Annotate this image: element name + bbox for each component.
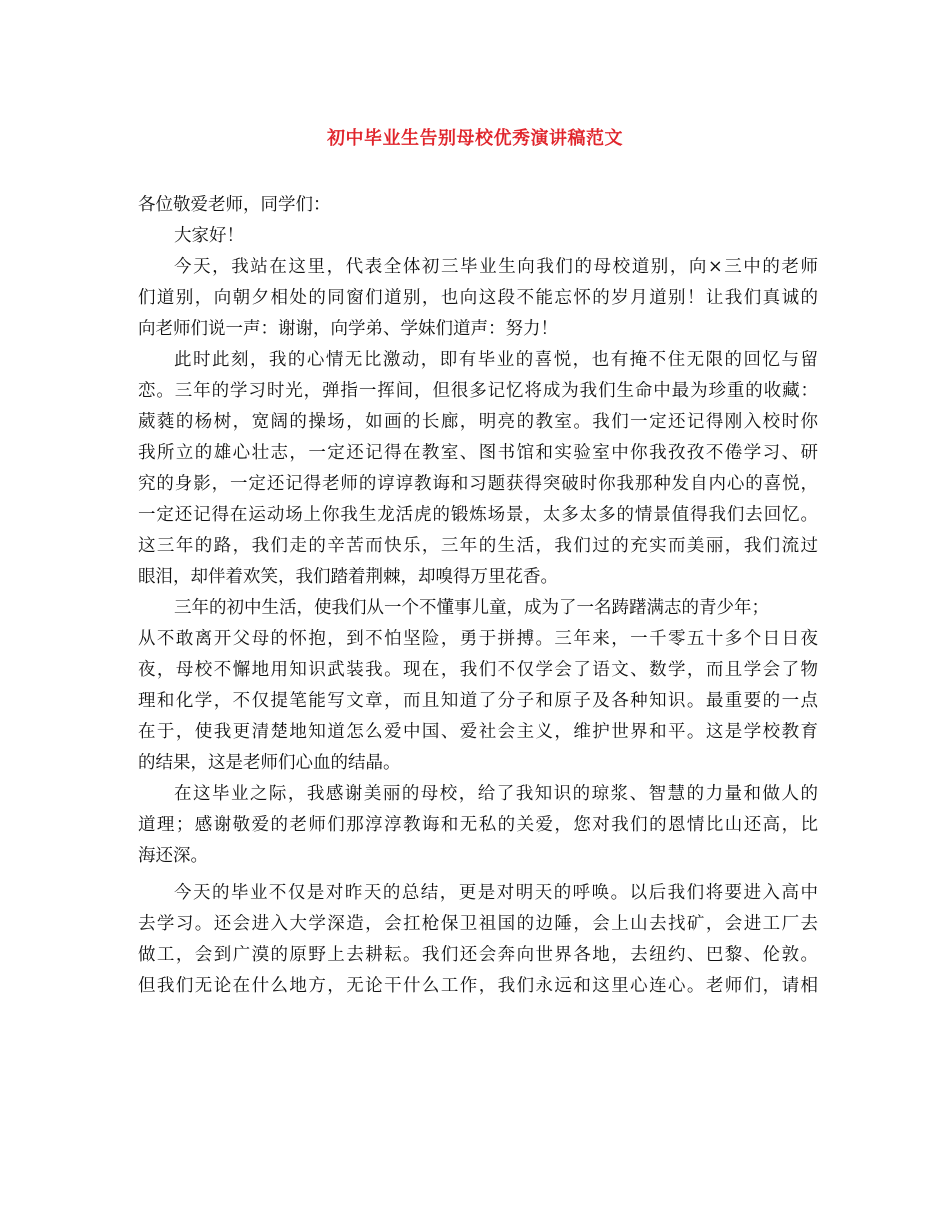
paragraph-line: 眼泪，却伴着欢笑，我们踏着荆棘，却嗅得万里花香。 (138, 567, 558, 587)
paragraph-line: 从不敢离开父母的怀抱，到不怕坚险，勇于拼搏。三年来，一千零五十多个日日夜 (138, 629, 818, 649)
paragraph-line: 今天，我站在这里，代表全体初三毕业生向我们的母校道别，向×三中的老师 (174, 257, 818, 277)
paragraph-line: 葳蕤的杨树，宽阔的操场，如画的长廊，明亮的教室。我们一定还记得刚入校时你 (138, 412, 818, 432)
document-body (138, 190, 818, 1002)
paragraph-line: 理和化学，不仅提笔能写文章，而且知道了分子和原子及各种知识。最重要的一点 (138, 691, 818, 711)
paragraph-line: 在于，使我更清楚地知道怎么爱中国、爱社会主义，维护世界和平。这是学校教育 (138, 722, 818, 742)
paragraph-line: 恋。三年的学习时光，弹指一挥间，但很多记忆将成为我们生命中最为珍重的收藏： (138, 381, 818, 401)
paragraph-line: 三年的初中生活，使我们从一个不懂事儿童，成为了一名踌躇满志的青少年； (174, 598, 769, 618)
paragraph-line: 但我们无论在什么地方，无论干什么工作，我们永远和这里心连心。老师们，请相 (138, 976, 818, 996)
paragraph-line: 我所立的雄心壮志，一定还记得在教室、图书馆和实验室中你我孜孜不倦学习、研 (138, 443, 818, 463)
paragraph-line: 们道别，向朝夕相处的同窗们道别，也向这段不能忘怀的岁月道别！让我们真诚的 (138, 288, 818, 308)
paragraph-line: 今天的毕业不仅是对昨天的总结，更是对明天的呼唤。以后我们将要进入高中 (174, 883, 818, 903)
paragraph-line: 一定还记得在运动场上你我生龙活虎的锻炼场景，太多太多的情景值得我们去回忆。 (138, 505, 818, 525)
paragraph-line: 这三年的路，我们走的辛苦而快乐，三年的生活，我们过的充实而美丽，我们流过 (138, 536, 818, 556)
paragraph-line: 的结果，这是老师们心血的结晶。 (138, 753, 401, 773)
paragraph-line: 海还深。 (138, 846, 208, 866)
paragraph-line: 夜，母校不懈地用知识武装我。现在，我们不仅学会了语文、数学，而且学会了物 (138, 660, 818, 680)
paragraph-line: 去学习。还会进入大学深造，会扛枪保卫祖国的边陲，会上山去找矿，会进工厂去 (138, 914, 818, 934)
paragraph-line: 究的身影，一定还记得老师的谆谆教诲和习题获得突破时你我那种发自内心的喜悦， (138, 474, 818, 494)
paragraph-line: 做工，会到广漠的原野上去耕耘。我们还会奔向世界各地，去纽约、巴黎、伦敦。 (138, 945, 818, 965)
salutation-line: 各位敬爱老师，同学们： (138, 195, 331, 215)
paragraph-line: 道理；感谢敬爱的老师们那淳淳教诲和无私的关爱，您对我们的恩情比山还高，比 (138, 815, 818, 835)
paragraph-line: 在这毕业之际，我感谢美丽的母校，给了我知识的琼浆、智慧的力量和做人的 (174, 784, 818, 804)
paragraph-line: 向老师们说一声：谢谢，向学弟、学妹们道声：努力！ (138, 319, 558, 339)
paragraph-line: 此时此刻，我的心情无比激动，即有毕业的喜悦，也有掩不住无限的回忆与留 (174, 350, 818, 370)
greeting-line: 大家好！ (174, 226, 244, 246)
document-title: 初中毕业生告别母校优秀演讲稿范文 (327, 128, 623, 149)
